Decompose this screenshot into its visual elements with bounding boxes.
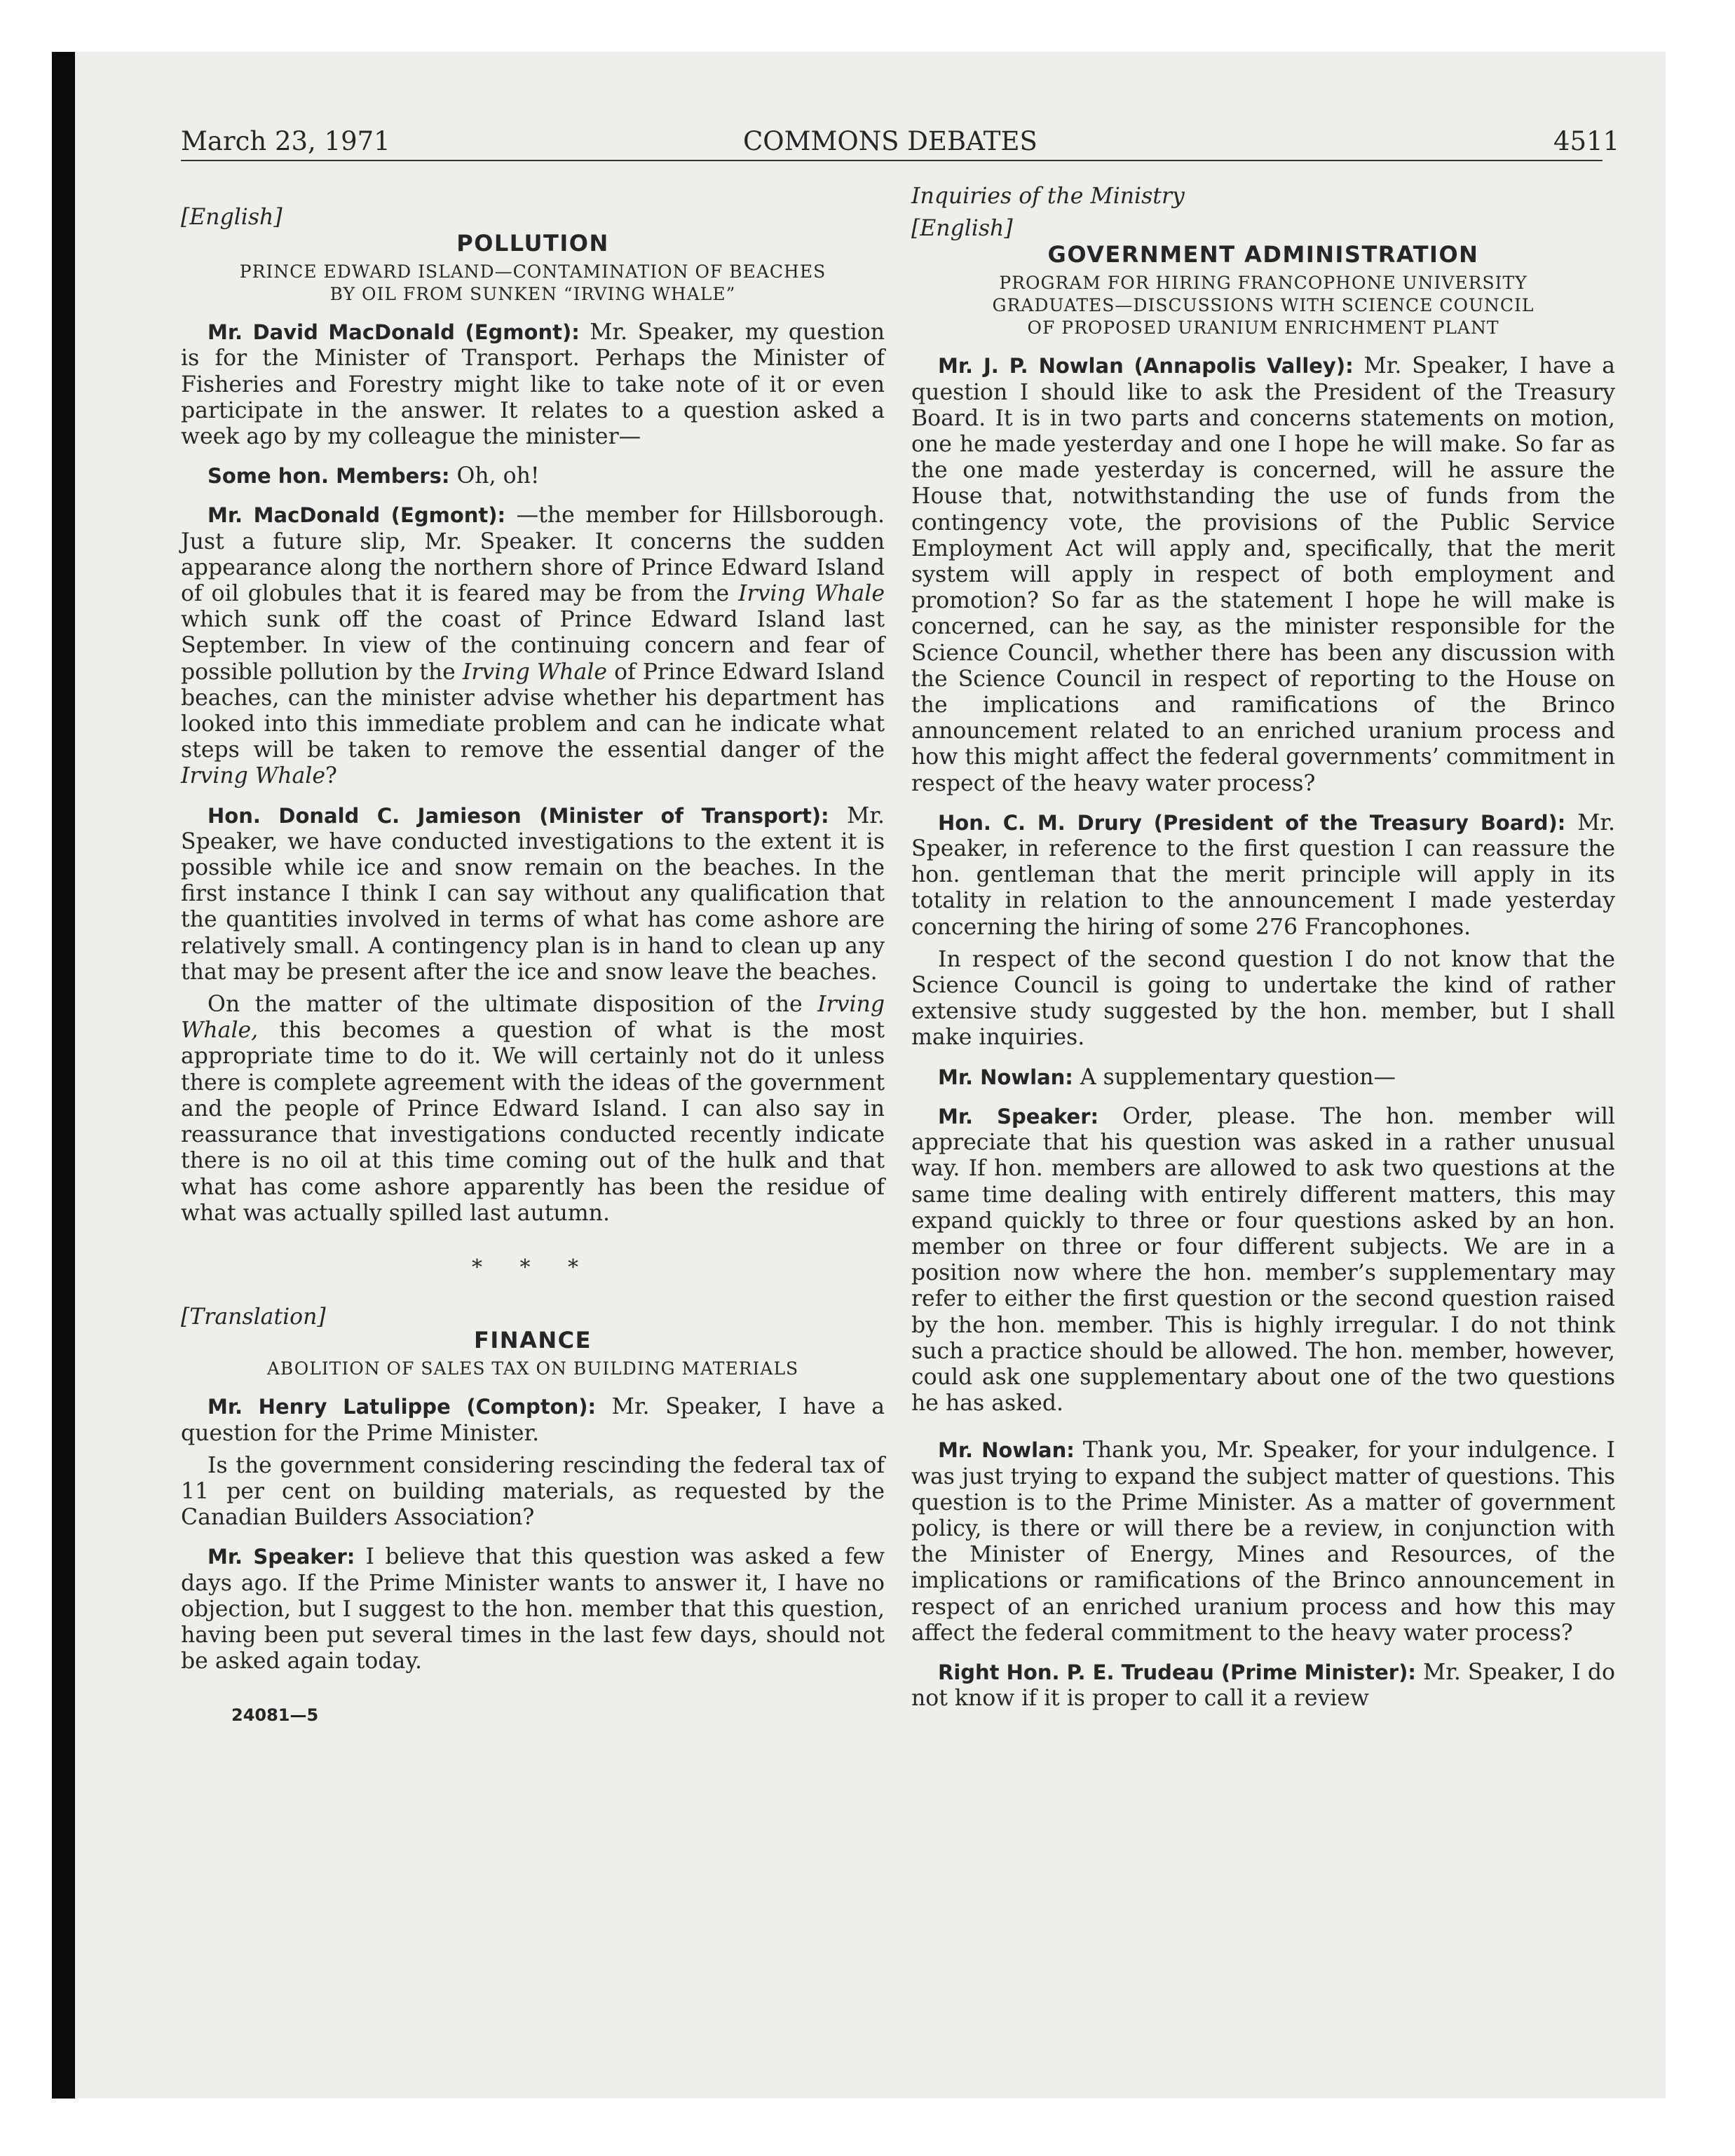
section-heading: GOVERNMENT ADMINISTRATION [1047, 241, 1479, 268]
binding-edge [52, 52, 75, 2099]
speech-text: which sunk off the coast of Prince Edward Island last September. In view of the continuing concern and fear of possible pollution by the [181, 607, 885, 685]
subheading-line: GRADUATES—DISCUSSIONS WITH SCIENCE COUNCIL [992, 295, 1535, 316]
subheading-line: PRINCE EDWARD ISLAND—CONTAMINATION OF BEACHES [239, 261, 826, 282]
header-title: COMMONS DEBATES [743, 126, 1037, 156]
vessel-name: Irving Whale [462, 659, 608, 685]
left-column [181, 184, 885, 1729]
speech-text: Mr. Speaker, my question is for the Minister of Transport. Perhaps the Minister of Fisheries and Forestry might like to take note of it or even participate in the answer. It relates to a question asked a week ago by my colleague the minister— [181, 320, 885, 450]
speaker-name: Mr. Nowlan: [938, 1438, 1075, 1463]
speech-text: Mr. Speaker, I have a question for the Prime Minister. [181, 1394, 885, 1446]
language-marker: [English] [181, 205, 283, 230]
speech-paragraph [911, 353, 1615, 796]
subheading-line: BY OIL FROM SUNKEN “IRVING WHALE” [329, 284, 736, 305]
speaker-name: Mr. Nowlan: [938, 1065, 1073, 1089]
speech-paragraph [181, 803, 885, 985]
speech-text: Mr. Speaker, I do not know if it is proper to call it a review [911, 1659, 1615, 1712]
header-page-number: 4511 [1553, 126, 1620, 156]
language-marker: [English] [911, 216, 1013, 242]
speech-text: Mr. Speaker, in reference to the first question I can reassure the hon. gentleman that the merit principle will apply in its totality in relation to the announcement I made yesterday concerning the hiring of some 276 Francophones. [911, 810, 1615, 940]
speech-text: Oh, oh! [449, 463, 540, 489]
speech-paragraph [911, 1104, 1615, 1417]
speech-text: —the member for Hillsborough. Just a future slip, Mr. Speaker. It concerns the sudden appearance along the northern shore of Prince Edward Island of oil globules that it is feared may be from the [181, 503, 885, 607]
speech-text: Thank you, Mr. Speaker, for your indulgence. I was just trying to expand the subject matter of questions. This question is to the Prime Minister. As a matter of government policy, is there or will there be a review, in conjunction with the Minister of Energy, Mines and Resources, of the implications or ramifications of the Brinco announcement in respect of an enriched uranium process and how this may affect the federal commitment to the heavy water process? [911, 1438, 1615, 1646]
right-column [911, 184, 1615, 1712]
vessel-name: Irving Whale [738, 581, 885, 607]
subheading-line: OF PROPOSED URANIUM ENRICHMENT PLANT [1027, 318, 1499, 339]
header-date: March 23, 1971 [181, 126, 390, 156]
section-heading: POLLUTION [456, 230, 609, 257]
language-marker: [Translation] [181, 1304, 326, 1330]
speech-text: Order, please. The hon. member will appreciate that his question was asked in a rather unusual way. If hon. members are allowed to ask two questions at the same time dealing with entirely different matters, this may expand quickly to three or four questions asked by an hon. member on three or four different subjects. We are in a position now where the hon. member’s supplementary may refer to either the first question or the second question raised by the hon. member. This is highly irregular. I do not think such a practice should be allowed. The hon. member, however, could ask one supplementary about one of the two questions he has asked. [911, 1103, 1615, 1417]
speech-paragraph [181, 1544, 885, 1674]
signature-folio: 24081—5 [231, 1705, 319, 1726]
speech-text: A supplementary question— [1073, 1064, 1396, 1090]
speech-paragraph [911, 810, 1615, 941]
vessel-name: Irving Whale, [181, 992, 885, 1044]
vessel-name: Irving Whale [181, 763, 325, 789]
speech-paragraph: Is the government considering rescinding the federal tax of 11 per cent on building materials, as requested by the Canadian Builders Association? [181, 1452, 885, 1531]
speech-paragraph [181, 992, 885, 1227]
speech-paragraph [181, 463, 885, 489]
speaker-name: Mr. J. P. Nowlan (Annapolis Valley): [938, 354, 1354, 378]
subheading-line: PROGRAM FOR HIRING FRANCOPHONE UNIVERSITY [999, 273, 1528, 294]
speaker-name: Mr. MacDonald (Egmont): [207, 503, 506, 528]
section-heading: FINANCE [474, 1327, 592, 1354]
subsection-heading: ABOLITION OF SALES TAX ON BUILDING MATERIALS [266, 1358, 799, 1379]
speech-text: this becomes a question of what is the most appropriate time to do it. We will certainly not do it unless there is complete agreement with the ideas of the government and the people of Prince Edward Island. I can also say in reassurance that investigations conducted recently indicate there is no oil at this time coming out of the hulk and that what has come ashore apparently has been the residue of what was actually spilled last autumn. [181, 1018, 885, 1226]
speaker-name: Right Hon. P. E. Trudeau (Prime Minister): [938, 1660, 1416, 1684]
section-separator: * * * [471, 1255, 594, 1280]
speech-paragraph [181, 503, 885, 789]
speech-paragraph [911, 1065, 1615, 1091]
speech-paragraph [911, 1438, 1615, 1646]
subsection-heading [911, 272, 1615, 339]
speaker-name: Hon. C. M. Drury (President of the Treasury Board): [938, 810, 1566, 835]
speech-text: I believe that this question was asked a few days ago. If the Prime Minister wants to answer it, I have no objection, but I suggest to the hon. member that this question, having been put several times in the last few days, should not be asked again today. [181, 1544, 885, 1674]
speech-text: On the matter of the ultimate disposition of the [207, 992, 818, 1018]
speaker-name: Mr. David MacDonald (Egmont): [207, 320, 580, 345]
speaker-name: Mr. Speaker: [207, 1545, 355, 1569]
speech-paragraph [181, 320, 885, 450]
speaker-name: Some hon. Members: [207, 464, 450, 489]
speech-text: of Prince Edward Island beaches, can the minister advise whether his department has looked into this immediate problem and can he indicate what steps will be taken to remove the essential danger of the [181, 659, 885, 763]
speech-paragraph: In respect of the second question I do not know that the Science Council is going to undertake the kind of rather extensive study suggested by the hon. member, but I shall make inquiries. [911, 946, 1615, 1051]
speech-paragraph [181, 1394, 885, 1446]
header-rule [181, 160, 1603, 161]
speech-text: Mr. Speaker, I have a question I should like to ask the President of the Treasury Board. It is in two parts and concerns statements on motion, one he made yesterday and one I hope he will make. So far as the one made yesterday is concerned, will he assure the House that, notwithstanding the use of funds from the contingency vote, the provisions of the Public Service Employment Act will apply and, specifically, that the merit system will apply in respect of both employment and promotion? So far as the statement I hope he will make is concerned, can he say, as the minister responsible for the Science Council, whether there has been any discussion with the Science Council in respect of reporting to the House on the implications and ramifications of the Brinco announcement related to an enriched uranium process and how this might affect the federal governments’ commitment in respect of the heavy water process? [911, 353, 1615, 796]
speech-text: ? [325, 763, 337, 789]
running-subhead: Inquiries of the Ministry [911, 184, 1185, 209]
speech-paragraph [911, 1660, 1615, 1712]
speech-text: Mr. Speaker, we have conducted investigations to the extent it is possible while ice and snow remain on the beaches. In the first instance I think I can say without any qualification that the quantities involved in terms of what has come ashore are relatively small. A contingency plan is in hand to clean up any that may be present after the ice and snow leave the beaches. [181, 803, 885, 985]
subsection-heading [181, 261, 885, 306]
speaker-name: Hon. Donald C. Jamieson (Minister of Transport): [207, 803, 829, 828]
speaker-name: Mr. Speaker: [938, 1104, 1099, 1128]
speaker-name: Mr. Henry Latulippe (Compton): [207, 1395, 597, 1419]
